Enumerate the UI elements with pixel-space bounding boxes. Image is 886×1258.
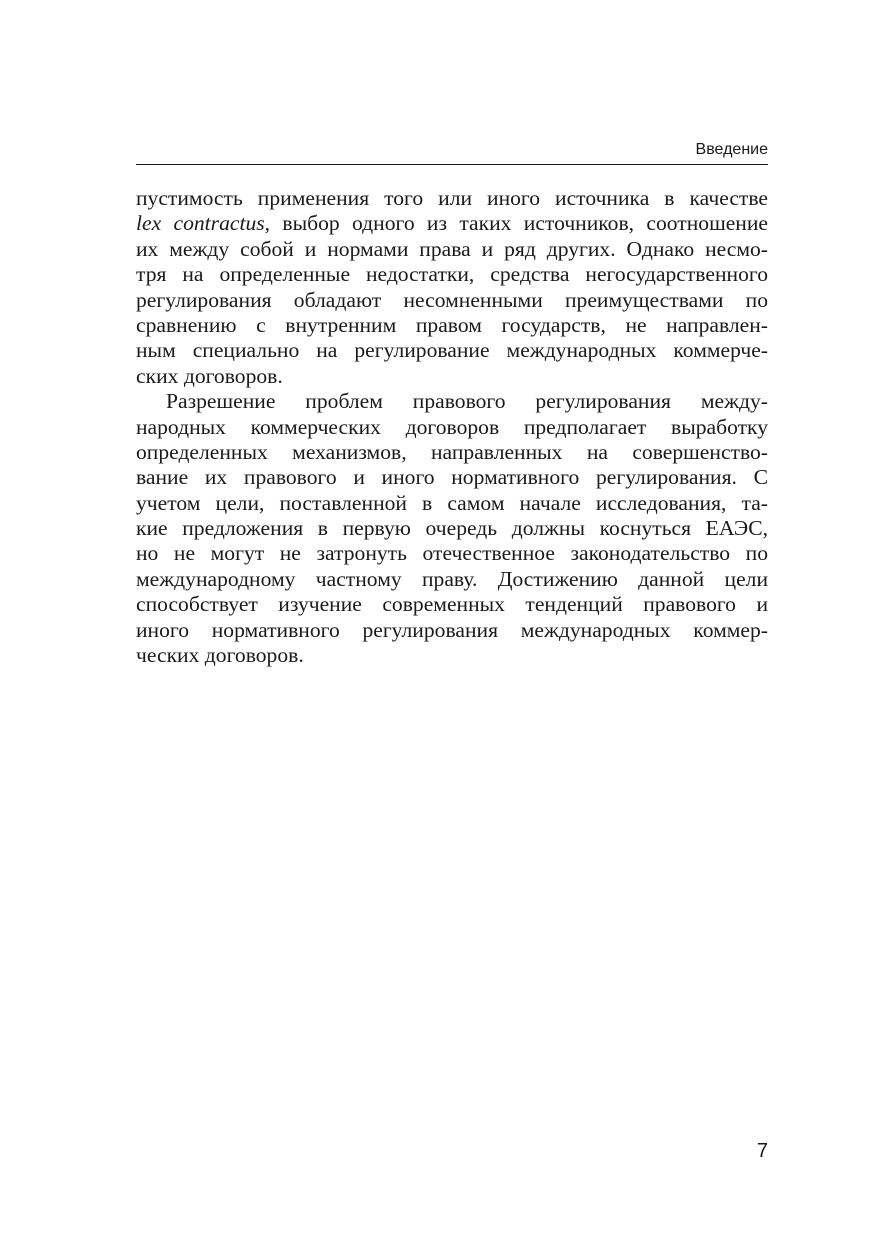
text-line: способствует изучение современных тенденций правового и — [136, 592, 768, 617]
header-rule — [136, 164, 768, 165]
text-line: кие предложения в первую очередь должны коснуться ЕАЭС, — [136, 516, 768, 541]
text-line: но не могут не затронуть отечественное законодательство по — [136, 541, 768, 566]
italic-term: lex contractus — [136, 211, 265, 236]
page-number: 7 — [756, 1140, 768, 1162]
text-line: пустимость применения того или иного источника в качестве — [136, 186, 768, 210]
paragraph-2 — [136, 389, 768, 668]
text-line: регулирования обладают несомненными преимуществами по — [136, 287, 768, 312]
paragraph-1 — [136, 186, 768, 389]
text-line: учетом цели, поставленной в самом начале исследования, та- — [136, 490, 768, 515]
text-line: определенных механизмов, направленных на совершенство- — [136, 439, 768, 464]
body-text — [136, 186, 768, 668]
running-head: Введение — [695, 141, 768, 158]
text-line: тря на определенные недостатки, средства негосударственного — [136, 262, 768, 287]
text-line — [136, 211, 768, 236]
text-line: международному частному праву. Достижению данной цели — [136, 566, 768, 591]
text-line: иного нормативного регулирования международных коммер- — [136, 617, 768, 642]
text-line: народных коммерческих договоров предполагает выработку — [136, 414, 768, 439]
text-line: сравнению с внутренним правом государств, не направлен- — [136, 312, 768, 337]
text-line: Разрешение проблем правового регулирования между- — [166, 389, 768, 414]
text-line: ным специально на регулирование международных коммерче- — [136, 338, 768, 363]
text-line: вание их правового и иного нормативного регулирования. С — [136, 465, 768, 490]
text-line: ческих договоров. — [136, 643, 304, 668]
text-fragment: , выбор одного из таких источников, соотношение — [264, 211, 768, 236]
text-line: ских договоров. — [136, 363, 283, 388]
text-line: их между собой и нормами права и ряд других. Однако несмо- — [136, 236, 768, 261]
